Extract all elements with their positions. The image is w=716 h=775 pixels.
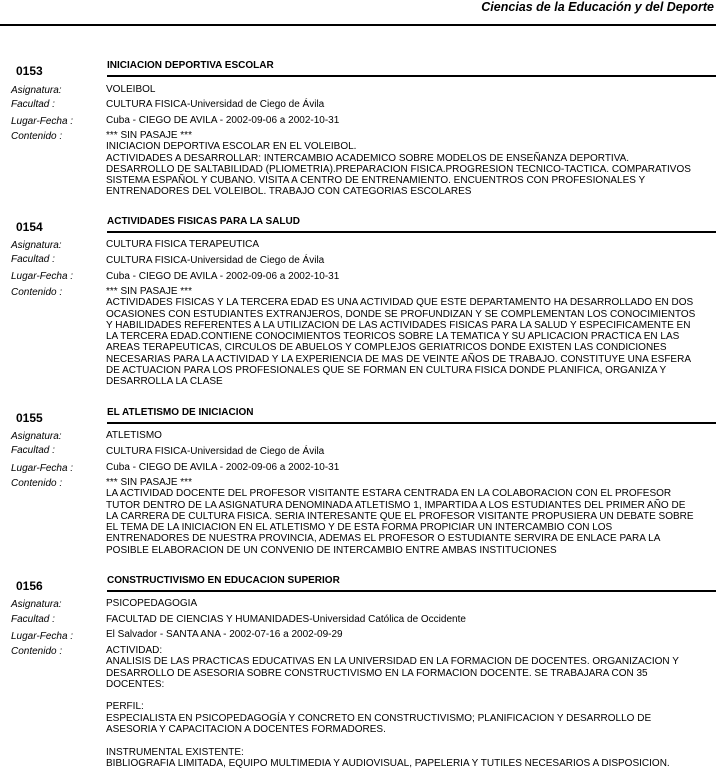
content-line: TUTOR DENTRO DE LA ASIGNATURA DENOMINADA ATLETISMO 1, IMPARTIDA A LOS ESTUDIANTES DEL PRIMER AÑO DE — [106, 499, 686, 511]
asignatura-label: Asignatura: — [11, 431, 62, 442]
asignatura-label: Asignatura: — [11, 599, 62, 610]
content-line: NECESARIAS PARA LA ACTIVIDAD Y LA EXPERIENCIA DE MAS DE VEINTE AÑOS DE TRABAJO. CONSTITUYE UNA ESFERA — [106, 353, 691, 365]
entry-title: ACTIVIDADES FISICAS PARA LA SALUD — [107, 216, 300, 227]
lugar-fecha-value: Cuba - CIEGO DE AVILA - 2002-09-06 a 2002-10-31 — [106, 115, 340, 126]
content-line: AREAS TERAPEUTICAS, CIRCULOS DE ABUELOS Y COMPLEJOS GERIATRICOS DONDE EXISTEN LAS CONDICIONES — [106, 342, 667, 354]
content-line: ACTIVIDADES FISICAS Y LA TERCERA EDAD ES UNA ACTIVIDAD QUE ESTE DEPARTAMENTO HA DESARROLLADO EN DOS — [106, 297, 694, 309]
content-line: INICIACION DEPORTIVA ESCOLAR EN EL VOLEIBOL. — [106, 141, 357, 153]
content-line: ENTRENADORES DE NUESTRA PROVINCIA, ADEMAS EL PROFESOR O ESTUDIANTE SERVIRA DE ENLACE PARA LA — [106, 533, 661, 545]
entry-rule — [107, 422, 716, 424]
page-header — [0, 0, 716, 26]
contenido-text — [106, 645, 712, 769]
contenido-text — [106, 286, 712, 388]
contenido-label: Contenido : — [11, 131, 63, 142]
facultad-value: CULTURA FISICA-Universidad de Ciego de Ávila — [106, 255, 325, 266]
entry-rule — [107, 231, 716, 233]
entry-number: 0155 — [16, 411, 43, 425]
content-line: *** SIN PASAJE *** — [106, 130, 192, 141]
entry-number: 0156 — [16, 579, 43, 593]
content-line: DE ACTUACION PARA LOS PROFESIONALES QUE SE FORMAN EN CULTURA FISICA DONDE PLANIFICA, ORGANIZA Y — [106, 365, 667, 377]
entry-number: 0154 — [16, 220, 43, 234]
entry-title: CONSTRUCTIVISMO EN EDUCACION SUPERIOR — [107, 575, 340, 586]
facultad-label: Facultad : — [11, 99, 55, 110]
content-line: DESARROLLA LA CLASE — [106, 376, 223, 388]
content-line: DOCENTES: — [106, 678, 165, 690]
content-line: ANALISIS DE LAS PRACTICAS EDUCATIVAS EN LA UNIVERSIDAD EN LA FORMACION DE DOCENTES. ORGANIZACION Y — [106, 656, 679, 668]
content-line: ENTRENADORES DEL VOLEIBOL. TRABAJO CON CATEGORIAS ESCOLARES — [106, 186, 472, 198]
contenido-text — [106, 477, 712, 556]
content-line: EL TEMA DE LA INICIACION EN EL ATLETISMO Y DE ESTA FORMA PROPICIAR UN INTERCAMBIO CON LOS — [106, 522, 613, 534]
facultad-label: Facultad : — [11, 614, 55, 625]
entry-rule — [107, 590, 716, 592]
content-line — [106, 690, 712, 701]
content-line: *** SIN PASAJE *** — [106, 477, 192, 488]
content-line: ESPECIALISTA EN PSICOPEDAGOGÍA Y CONCRETO EN CONSTRUCTIVISMO; PLANIFICACION Y DESARROLLO DE — [106, 712, 652, 724]
facultad-value: CULTURA FISICA-Universidad de Ciego de Ávila — [106, 99, 325, 110]
facultad-label: Facultad : — [11, 445, 55, 456]
entry-number: 0153 — [16, 64, 43, 78]
asignatura-value: CULTURA FISICA TERAPEUTICA — [106, 239, 259, 250]
content-line: POSIBLE ELABORACION DE UN CONVENIO DE INTERCAMBIO ENTRE AMBAS INSTITUCIONES — [106, 544, 557, 556]
content-line: Y HABILIDADES REFERENTES A LA UTILIZACION DE LAS ACTIVIDADES FISICAS PARA LA SALUD Y ESPECIFICAMENTE EN — [106, 319, 691, 331]
content-line: DESARROLLO DE SALTABILIDAD (PLIOMETRIA).PREPARACION FISICA.PROGRESION TECNICO-TACTICA. COMPARATIVOS — [106, 163, 691, 175]
content-line: LA ACTIVIDAD DOCENTE DEL PROFESOR VISITANTE ESTARA CENTRADA EN LA COLABORACION CON EL PROFESOR — [106, 488, 672, 500]
lugar-fecha-value: El Salvador - SANTA ANA - 2002-07-16 a 2002-09-29 — [106, 629, 343, 640]
lugar-fecha-value: Cuba - CIEGO DE AVILA - 2002-09-06 a 2002-10-31 — [106, 271, 340, 282]
contenido-label: Contenido : — [11, 287, 63, 298]
content-line: ACTIVIDAD: — [106, 645, 163, 656]
entry-rule — [107, 75, 716, 77]
content-line — [106, 735, 712, 746]
facultad-value: FACULTAD DE CIENCIAS Y HUMANIDADES-Universidad Católica de Occidente — [106, 614, 466, 625]
content-line: LA CARRERA DE CULTURA FISICA. SERIA INTERESANTE QUE EL PROFESOR VISITANTE PROPUSIERA UN DEBATE SOBRE — [106, 510, 694, 522]
content-line: *** SIN PASAJE *** — [106, 286, 192, 297]
content-line: ASESORIA Y CAPACITACION A DOCENTES FORMADORES. — [106, 724, 386, 736]
contenido-label: Contenido : — [11, 646, 63, 657]
content-line: LA TERCERA EDAD.CONTIENE CONOCIMIENTOS TEORICOS SOBRE LA TEMATICA Y SU APLICACION PRACTICA EN LAS — [106, 331, 680, 343]
content-line: OCASIONES CON ESTUDIANTES EXTRANJEROS, DONDE SE PROFUNDIZAN Y SE COMPLEMENTAN LOS CONOCIMIENTOS — [106, 308, 696, 320]
asignatura-value: VOLEIBOL — [106, 84, 156, 95]
entry-title: EL ATLETISMO DE INICIACION — [107, 407, 254, 418]
asignatura-label: Asignatura: — [11, 85, 62, 96]
content-line: INSTRUMENTAL EXISTENTE: — [106, 746, 244, 758]
lugar-fecha-label: Lugar-Fecha : — [11, 463, 74, 474]
page-title: Ciencias de la Educación y del Deporte — [481, 0, 714, 14]
asignatura-value: PSICOPEDAGOGIA — [106, 598, 198, 609]
contenido-label: Contenido : — [11, 478, 63, 489]
content-line: BIBLIOGRAFIA LIMITADA, EQUIPO MULTIMEDIA Y AUDIOVISUAL, PAPELERIA Y TUTILES NECESARIOS A DISPOSICION. — [106, 757, 670, 769]
lugar-fecha-label: Lugar-Fecha : — [11, 271, 74, 282]
lugar-fecha-label: Lugar-Fecha : — [11, 116, 74, 127]
content-line: ACTIVIDADES A DESARROLLAR: INTERCAMBIO ACADEMICO SOBRE MODELOS DE ENSEÑANZA DEPORTIVA. — [106, 152, 630, 164]
contenido-text — [106, 130, 712, 198]
lugar-fecha-label: Lugar-Fecha : — [11, 631, 74, 642]
entry-title: INICIACION DEPORTIVA ESCOLAR — [107, 60, 274, 71]
content-line: DESARROLLO DE ASESORIA SOBRE CONSTRUCTIVISMO EN LA FORMACION DOCENTE. SE TRABAJARA CON 35 — [106, 667, 648, 679]
content-line: SISTEMA ESPAÑOL Y CUBANO. VISITA A CENTRO DE ENTRENAMIENTO. ENCUENTROS CON PROFESIONALES Y — [106, 175, 646, 187]
asignatura-value: ATLETISMO — [106, 430, 162, 441]
facultad-value: CULTURA FISICA-Universidad de Ciego de Ávila — [106, 446, 325, 457]
lugar-fecha-value: Cuba - CIEGO DE AVILA - 2002-09-06 a 2002-10-31 — [106, 462, 340, 473]
asignatura-label: Asignatura: — [11, 240, 62, 251]
facultad-label: Facultad : — [11, 254, 55, 265]
content-line: PERFIL: — [106, 701, 144, 713]
